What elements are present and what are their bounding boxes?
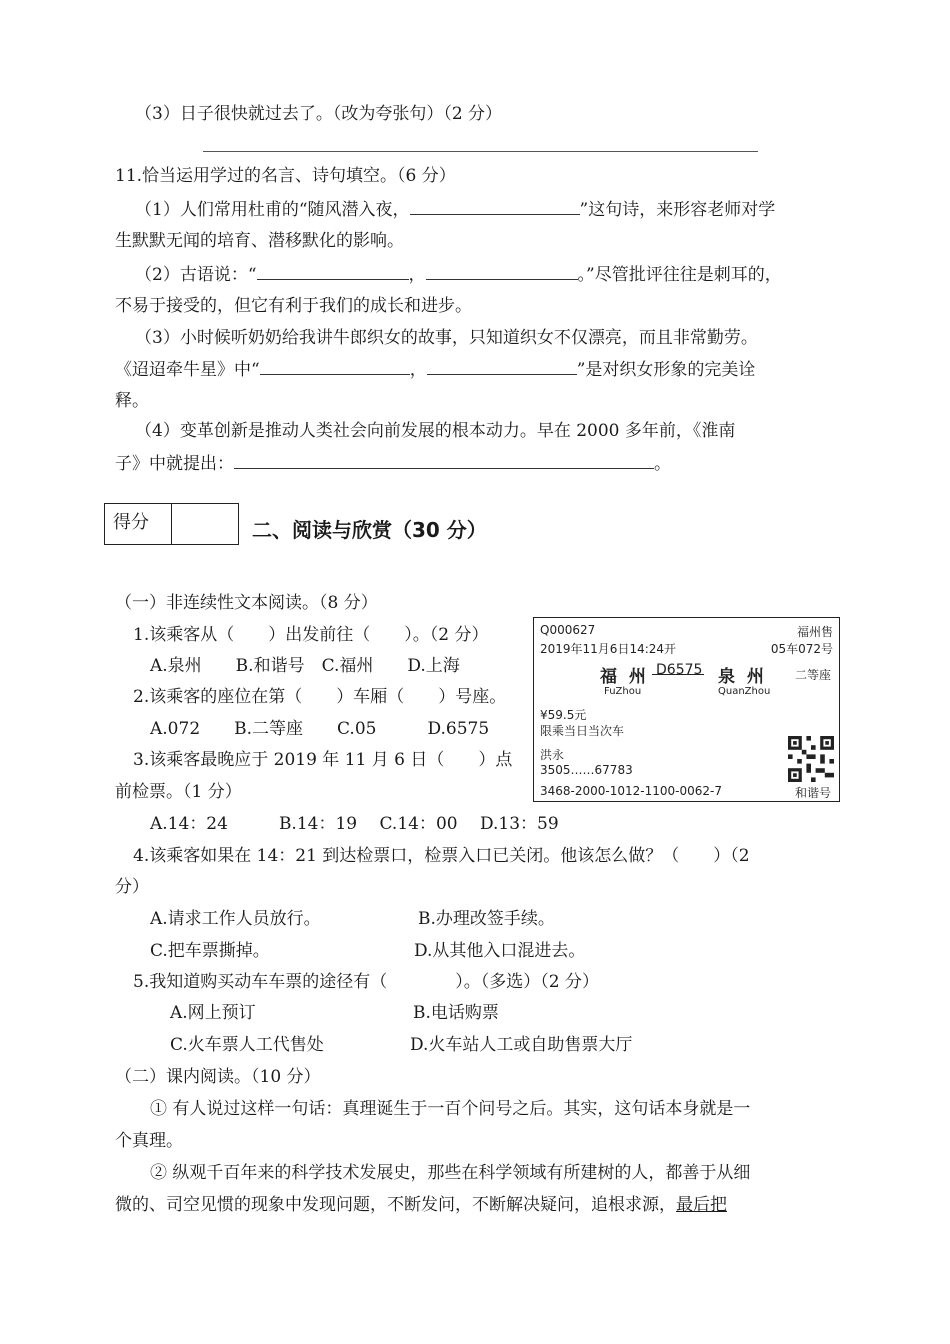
part1-q4-line1: 4.该乘客如果在 14：21 到达检票口，检票入口已关闭。他该怎么做？（ ）（2 <box>133 846 750 866</box>
score-label: 得分 <box>113 512 149 533</box>
q11-3-line3: 释。 <box>115 391 149 411</box>
blank-q11-3b[interactable] <box>427 358 577 375</box>
blank-q11-1[interactable] <box>410 198 580 215</box>
ticket-id-number: 3505……67783 <box>540 763 633 777</box>
ticket-id: Q000627 <box>540 623 596 637</box>
blank-q11-4[interactable] <box>234 452 654 469</box>
q11-title: 11.恰当运用学过的名言、诗句填空。（6 分） <box>115 166 456 186</box>
part1-q3-line1: 3.该乘客最晚应于 2019 年 11 月 6 日（ ）点 <box>133 750 513 770</box>
ticket-passenger-name: 洪永 <box>540 748 565 762</box>
ticket-datetime: 2019年11月6日14:24开 <box>540 642 677 656</box>
ticket-brand: 和谐号 <box>794 786 831 800</box>
q11-1-line2: 生默默无闻的培育、潜移默化的影响。 <box>115 231 404 251</box>
answer-line-q10-3[interactable] <box>203 151 758 152</box>
score-box-divider <box>171 504 172 544</box>
q11-1-line1: （1）人们常用杜甫的“随风潜入夜， ”这句诗，来形容老师对学 <box>135 200 776 220</box>
part2-p2-line2: 微的、司空见惯的现象中发现问题，不断发问，不断解决疑问，追根求源，最后把 <box>115 1195 727 1215</box>
part2-p1-line2: 个真理。 <box>115 1131 183 1151</box>
ticket-to-station: 泉 州 <box>718 667 767 687</box>
ticket-seat: 05车072号 <box>770 642 833 656</box>
part1-q5: 5.我知道购买动车车票的途径有（ ）。（多选）（2 分） <box>133 972 599 992</box>
ticket-from-pinyin: FuZhou <box>604 686 642 697</box>
part1-q5-option-b: B.电话购票 <box>413 1003 499 1023</box>
part1-q3-line2: 前检票。（1 分） <box>115 782 242 802</box>
part1-q4-option-d: D.从其他入口混进去。 <box>414 941 586 961</box>
q11-2-line2: 不易于接受的，但它有利于我们的成长和进步。 <box>115 296 472 316</box>
ticket-train-number: D6575 <box>656 662 703 678</box>
ticket-route-arrow <box>652 674 704 675</box>
part1-q1-options: A.泉州 B.和谐号 C.福州 D.上海 <box>150 656 460 676</box>
blank-q11-3a[interactable] <box>260 358 410 375</box>
part1-q4-option-c: C.把车票撕掉。 <box>150 941 270 961</box>
ticket-class: 二等座 <box>794 668 831 682</box>
underlined-phrase: 最后把 <box>676 1195 727 1215</box>
ticket-from-station: 福 州 <box>600 667 649 687</box>
ticket-limit: 限乘当日当次车 <box>540 724 625 738</box>
ticket-serial: 3468-2000-1012-1100-0062-7 <box>540 784 722 798</box>
section-title: 二、阅读与欣赏（30 分） <box>252 518 487 542</box>
part1-q1: 1.该乘客从（ ）出发前往（ ）。（2 分） <box>133 625 489 645</box>
blank-q11-2b[interactable] <box>426 263 578 280</box>
ticket-to-pinyin: QuanZhou <box>718 686 771 697</box>
part1-q2-options: A.072 B.二等座 C.05 D.6575 <box>150 719 490 739</box>
q10-3-text: （3）日子很快就过去了。（改为夸张句）（2 分） <box>135 104 503 124</box>
part1-q2: 2.该乘客的座位在第（ ）车厢（ ）号座。 <box>133 687 507 707</box>
part1-q5-option-c: C.火车票人工代售处 <box>170 1035 324 1055</box>
q11-4-line2: 子》中就提出： 。 <box>115 454 671 474</box>
q11-3-line2: 《迢迢牵牛星》中“ ， ”是对织女形象的完美诠 <box>115 360 756 380</box>
part1-q5-option-d: D.火车站人工或自助售票大厅 <box>410 1035 633 1055</box>
part1-q5-option-a: A.网上预订 <box>170 1003 256 1023</box>
part1-title: （一）非连续性文本阅读。（8 分） <box>115 593 378 613</box>
part1-q3-options: A.14：24 B.14：19 C.14：00 D.13：59 <box>150 814 559 834</box>
qr-code-icon <box>788 736 834 782</box>
part2-p2-line1: ② 纵观千百年来的科学技术发展史，那些在科学领域有所建树的人，都善于从细 <box>150 1163 751 1183</box>
score-box <box>104 503 239 545</box>
part1-q4-line2: 分） <box>115 877 149 897</box>
q11-3-line1: （3）小时候听奶奶给我讲牛郎织女的故事，只知道织女不仅漂亮，而且非常勤劳。 <box>135 328 758 348</box>
part1-q4-option-a: A.请求工作人员放行。 <box>150 909 321 929</box>
train-ticket <box>533 617 840 802</box>
q11-2-line1: （2）古语说：“ ， 。”尽管批评往往是刺耳的， <box>135 265 782 285</box>
q11-4-line1: （4）变革创新是推动人类社会向前发展的根本动力。早在 2000 多年前，《淮南 <box>135 421 736 441</box>
ticket-price: ¥59.5元 <box>540 708 587 722</box>
ticket-seller: 福州售 <box>796 625 833 639</box>
part2-p1-line1: ① 有人说过这样一句话：真理诞生于一百个问号之后。其实，这句话本身就是一 <box>150 1099 751 1119</box>
part1-q4-option-b: B.办理改签手续。 <box>418 909 555 929</box>
part2-title: （二）课内阅读。（10 分） <box>115 1067 321 1087</box>
blank-q11-2a[interactable] <box>257 263 409 280</box>
